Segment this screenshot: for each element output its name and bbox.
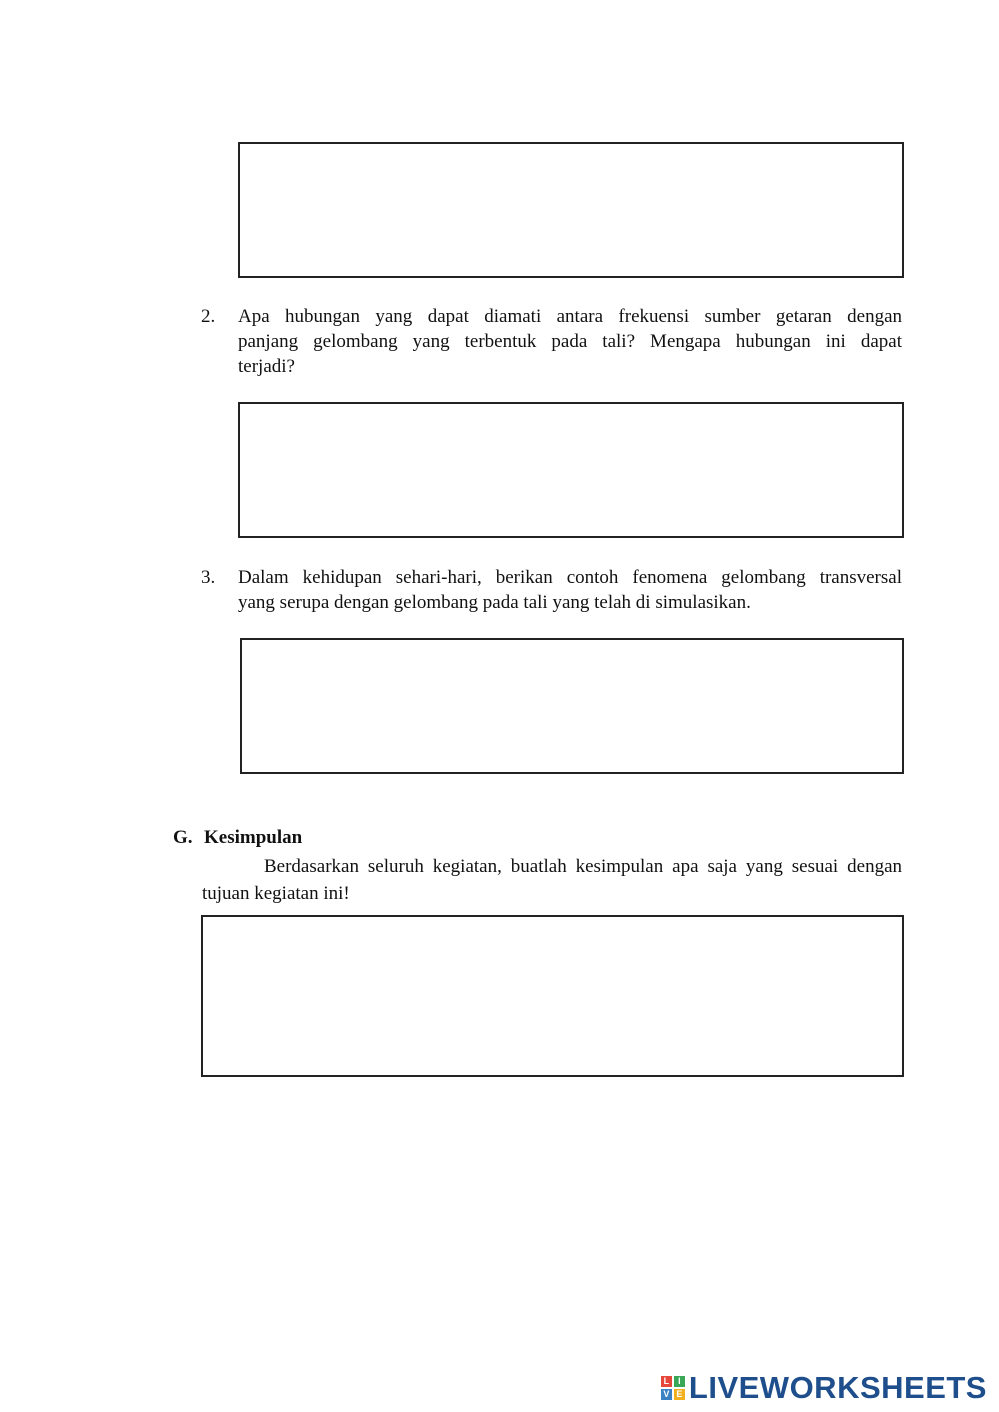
watermark-text: LIVEWORKSHEETS [688,1370,987,1405]
logo-letter-v: V [661,1389,672,1400]
answer-box-question-1[interactable] [238,142,904,278]
question-3-line-2: yang serupa dengan gelombang pada tali yang telah di simulasikan. [238,592,751,613]
section-letter: G. [173,827,193,848]
answer-box-conclusion[interactable] [201,915,904,1077]
question-3-line-1: Dalam kehidupan sehari-hari, berikan contoh fenomena gelombang transversal [238,567,902,588]
logo-letter-e: E [674,1389,685,1400]
liveworksheets-watermark [661,1371,987,1405]
answer-box-question-2[interactable] [238,402,904,538]
conclusion-instruction: Berdasarkan seluruh kegiatan, buatlah kesimpulan apa saja yang sesuai dengan tujuan kegiatan ini! [202,856,902,904]
logo-letter-i: I [674,1376,685,1387]
question-2-line-3: terjadi? [238,356,295,377]
question-2-line-1: Apa hubungan yang dapat diamati antara frekuensi sumber getaran dengan [238,306,902,327]
answer-box-question-3[interactable] [240,638,904,774]
question-2-line-2: panjang gelombang yang terbentuk pada tali? Mengapa hubungan ini dapat [238,331,902,352]
logo-letter-l: L [661,1376,672,1387]
section-heading [173,825,302,850]
question-3-number: 3. [201,567,216,588]
question-2-number: 2. [201,306,216,327]
section-title: Kesimpulan [204,827,303,848]
liveworksheets-logo-icon [661,1376,685,1400]
